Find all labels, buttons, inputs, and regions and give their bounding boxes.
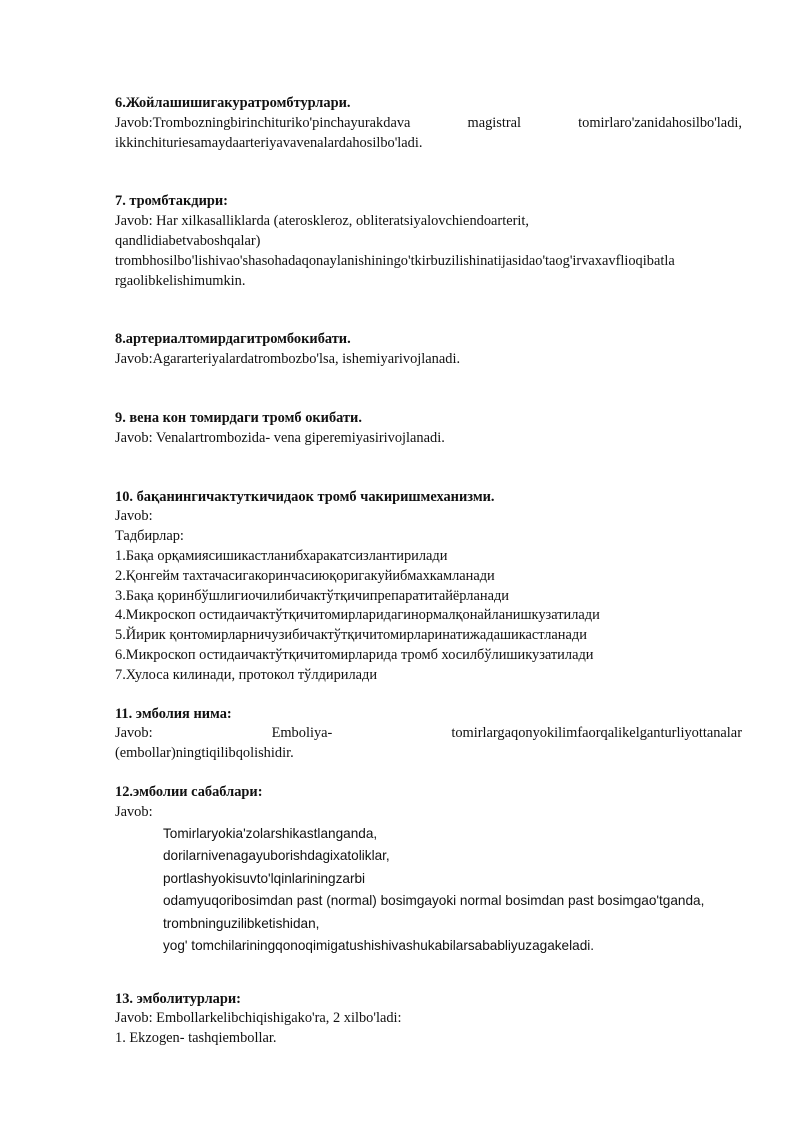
document-body <box>115 94 742 1049</box>
answer-line <box>115 724 742 744</box>
list-item <box>115 845 742 868</box>
section-10 <box>115 488 742 686</box>
list-item-text: Tomirlaryokia'zolarshikastlanganda, <box>163 825 378 841</box>
section-8 <box>115 330 742 370</box>
answer-word: tomirlaro'zanidahosilbo'ladi, <box>578 114 742 131</box>
section-11 <box>115 705 742 764</box>
answer-line: Javob: Embollarkelibchiqishigako'ra, 2 xilbo'ladi: <box>115 1010 402 1027</box>
section-12 <box>115 783 742 958</box>
section-9 <box>115 409 742 449</box>
section-13 <box>115 990 742 1049</box>
list-item <box>115 890 742 913</box>
answer-line: Javob: Har xilkasalliklarda (ateroskleroz, obliteratsiyalovchiendoarterit, <box>115 213 529 230</box>
list-item-text: dorilarnivenagayuborishdagixatoliklar, <box>163 848 390 864</box>
list-item <box>115 913 742 936</box>
section-title: 6.Жойлашишигакуратромбтурлари. <box>115 95 351 111</box>
answer-line: Javob:Agararteriyalardatrombozbo'lsa, ishemiyarivojlanadi. <box>115 351 461 368</box>
section-title: 7. тромбтакдири: <box>115 193 228 210</box>
procedure-step: 1.Бақа орқамиясишикастланибхаракатсизлантирилади <box>115 547 448 564</box>
section-title: 13. эмболитурлари: <box>115 990 241 1007</box>
procedure-step: 5.Йирик қонтомирларничузибичактўтқичитомирларинатижадашикастланади <box>115 627 587 644</box>
list-item: 1. Ekzogen- tashqiembollar. <box>115 1030 277 1047</box>
answer-line: Javob: <box>115 803 153 820</box>
answer-line: Javob: Venalartrombozida- vena giperemiyasirivojlanadi. <box>115 429 445 446</box>
list-item-text: trombninguzilibketishidan, <box>163 915 320 931</box>
section-title: 9. вена кон томирдаги тромб окибати. <box>115 409 362 426</box>
procedure-subtitle: Тадбирлар: <box>115 528 184 545</box>
section-title: 12.эмболии сабаблари: <box>115 783 263 800</box>
list-item <box>115 823 742 846</box>
list-item-text: odamyuqoribosimdan past (normal) bosimgayoki normal bosimdan past bosimgao'tganda, <box>163 893 705 909</box>
causes-list <box>115 823 742 958</box>
answer-word: tomirlargaqonyokilimfaorqalikelganturliyottanalar <box>451 725 742 742</box>
list-item <box>115 868 742 891</box>
answer-line: ikkinchituriesamaydaarteriyavavenalardahosilbo'ladi. <box>115 134 423 151</box>
list-item-text: portlashyokisuvto'lqinlariningzarbi <box>163 870 366 886</box>
procedure-step: 3.Бақа қоринбўшлигиочилибичактўтқичипрепаратитайёрланади <box>115 587 509 604</box>
list-item-text: yog' tomchilariningqonoqimigatushishivashukabilarsababliyuzagakeladi. <box>163 938 595 954</box>
answer-word: Javob: <box>115 725 153 742</box>
answer-line: trombhosilbo'lishivao'shasohadaqonaylanishiningo'tkirbuzilishinatijasidao'taog'irvaxavflioqibatla <box>115 252 675 269</box>
answer-word: Emboliya- <box>271 725 333 742</box>
answer-line: rgaolibkelishimumkin. <box>115 272 246 289</box>
answer-line: Javob: <box>115 508 153 525</box>
section-title: 11. эмболия нима: <box>115 705 232 722</box>
answer-line <box>115 114 742 134</box>
procedure-step: 4.Микроскоп остидаичактўтқичитомирларидагинормалқонайланишкузатилади <box>115 607 600 624</box>
section-6 <box>115 94 742 153</box>
list-item <box>115 935 742 958</box>
answer-line: (embollar)ningtiqilibqolishidir. <box>115 745 294 762</box>
procedure-step: 6.Микроскоп остидаичактўтқичитомирларида тромб хосилбўлишикузатилади <box>115 646 594 663</box>
section-7 <box>115 192 742 291</box>
section-title: 10. бақанингичактуткичидаок тромб чакиришмеханизми. <box>115 488 495 505</box>
answer-line: qandlidiabetvaboshqalar) <box>115 232 261 249</box>
answer-word: Javob:Trombozningbirinchituriko'pinchayurakdava <box>115 114 411 131</box>
section-title: 8.артериалтомирдагитромбокибати. <box>115 331 351 348</box>
answer-word: magistral <box>467 114 522 131</box>
procedure-step: 7.Хулоса килинади, протокол тўлдирилади <box>115 666 378 683</box>
procedure-step: 2.Қонгейм тахтачасигакоринчасиюқоригакуйибмахкамланади <box>115 567 495 584</box>
